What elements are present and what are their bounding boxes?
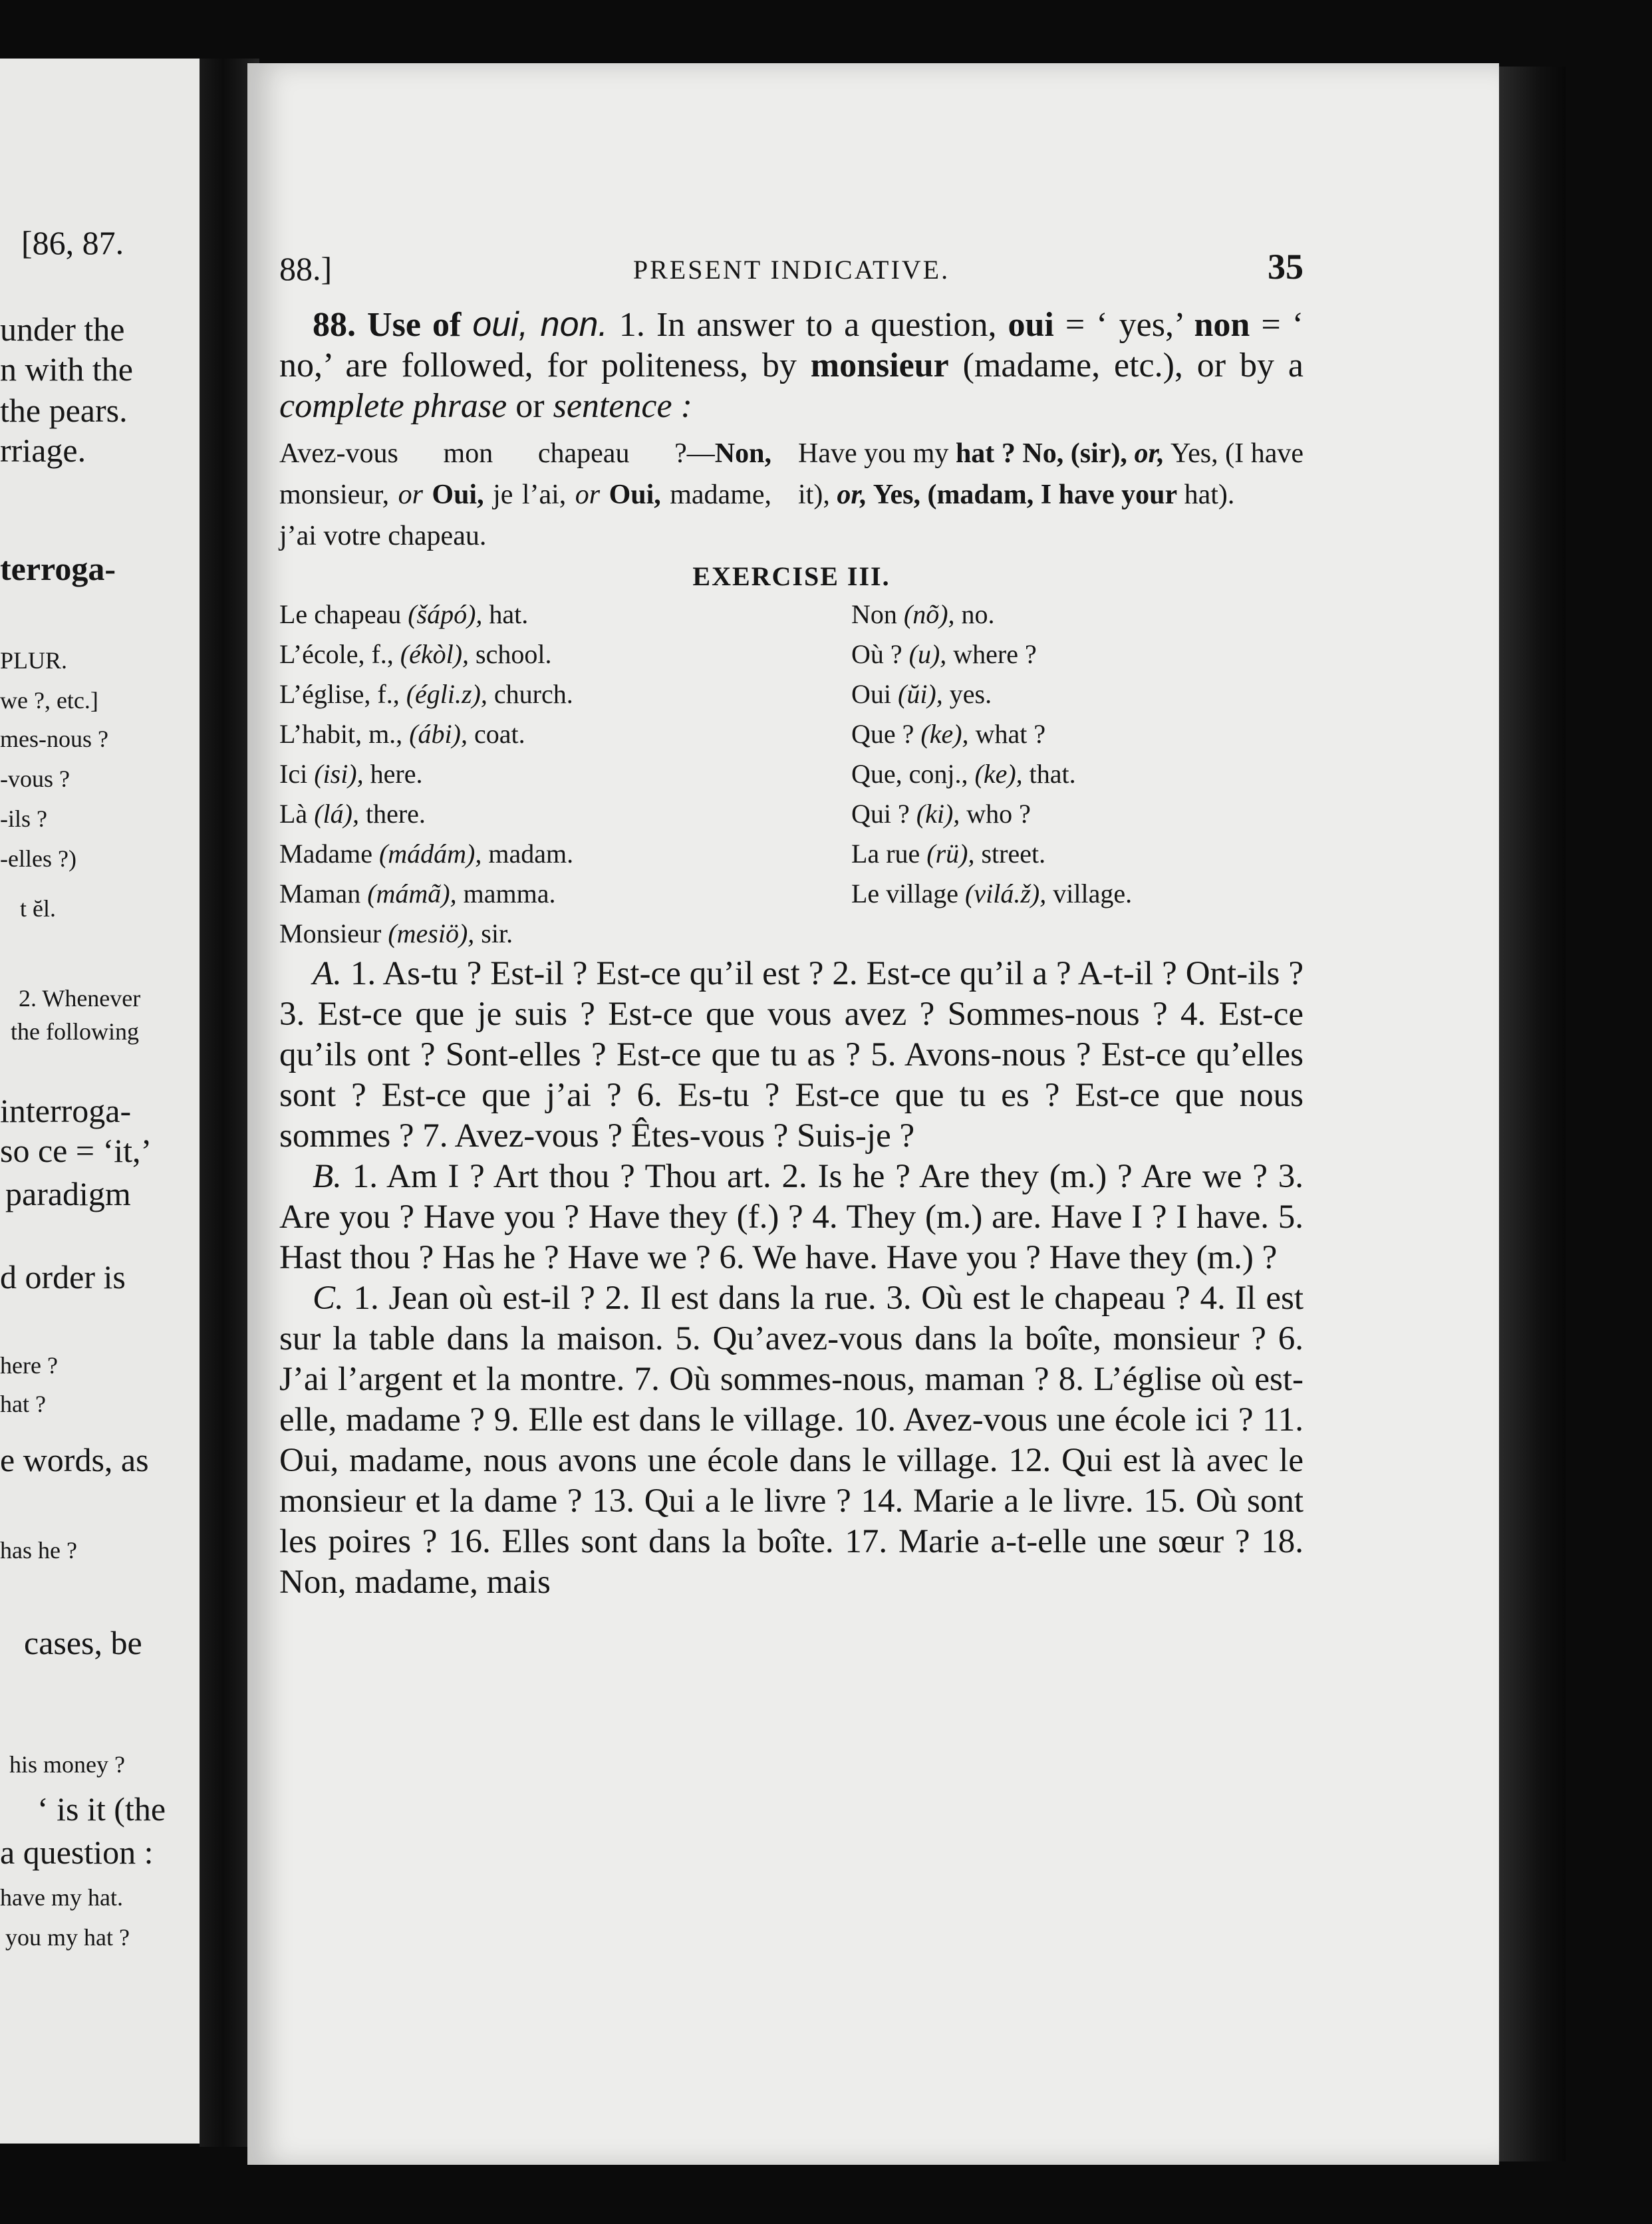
vocab-pronunciation: (égli.z), — [406, 679, 494, 709]
text-run: = ‘ no,’ are followed, for politeness, by — [279, 306, 1304, 384]
left-page-line: his money ? — [9, 1751, 125, 1778]
text-run: je l’ai, — [483, 480, 575, 510]
part-text: 1. Am I ? Art thou ? Thou art. 2. Is he ? Are they (m.) ? Are we ? 3. Are you ? Have you ? Have they (f.) ? 4. They (m.) are. Have I ? I have. 5. Hast thou ? Has he ? Have we ? 6. We have. Have you ? Have they (m.) ? — [279, 1158, 1304, 1276]
vocab-entry — [279, 794, 851, 834]
left-page-line: -vous ? — [0, 765, 70, 792]
vocab-pronunciation: (ŭi), — [898, 679, 950, 709]
vocab-gloss: church. — [493, 679, 573, 709]
text-run: or — [575, 480, 601, 510]
page-title: PRESENT INDICATIVE. — [632, 255, 950, 285]
vocab-entry — [279, 914, 851, 954]
text-run: hat ? — [955, 438, 1016, 469]
text-run: hat). — [1177, 480, 1235, 510]
example-block — [279, 433, 1304, 557]
vocab-entry — [279, 714, 851, 754]
vocab-entry — [851, 595, 1304, 634]
running-header — [279, 239, 1304, 286]
vocab-gloss: that. — [1029, 759, 1076, 789]
term-sentence: sentence : — [553, 387, 692, 425]
part-label: B. — [313, 1158, 342, 1195]
left-page-line: here ? — [0, 1352, 58, 1379]
section-ref: 88.] — [279, 250, 333, 287]
vocab-entry — [851, 674, 1304, 714]
text-run: madame, j’ai votre chapeau. — [279, 480, 771, 551]
text-run: your — [1121, 480, 1178, 510]
left-page-line: you my hat ? — [5, 1924, 130, 1951]
left-page-line: cases, be — [24, 1624, 142, 1661]
vocab-word: Non — [851, 599, 904, 629]
left-page-line: the pears. — [0, 392, 128, 429]
left-page-line: a question : — [0, 1834, 154, 1871]
vocab-word: La rue — [851, 839, 927, 869]
vocab-word: Ici — [279, 759, 315, 789]
text-run: monsieur, — [279, 480, 398, 510]
left-page-line: e words, as — [0, 1441, 149, 1478]
vocab-entry — [851, 794, 1304, 834]
left-page-line: under the — [0, 311, 125, 348]
vocab-gloss: street. — [981, 839, 1046, 869]
vocab-gloss: there. — [365, 799, 426, 829]
section-number: 88. — [313, 306, 356, 344]
text-run: Avez-vous mon chapeau ?— — [279, 438, 715, 469]
left-page-line: 2. Whenever — [19, 985, 141, 1012]
exercise-part-b — [279, 1157, 1304, 1278]
vocab-word: Monsieur — [279, 918, 388, 948]
vocab-pronunciation: (u), — [908, 639, 954, 669]
page-edge-shadow — [1499, 67, 1566, 2161]
vocabulary-column-right — [851, 595, 1304, 954]
left-page-line: paradigm — [5, 1175, 131, 1212]
left-page-line: n with the — [0, 350, 133, 388]
text-run: = ‘ yes,’ — [1053, 306, 1194, 344]
vocab-word: Qui ? — [851, 799, 916, 829]
vocab-pronunciation: (šápó), — [408, 599, 489, 629]
left-page-line: have my hat. — [0, 1884, 123, 1911]
vocab-pronunciation: (mámã), — [367, 879, 464, 908]
part-text: 1. As-tu ? Est-il ? Est-ce qu’il est ? 2. Est-ce qu’il a ? A-t-il ? Ont-ils ? 3. Est-ce que je suis ? Est-ce que vous avez ? Sommes-nous ? 4. Est-ce qu’ils ont ? Sont-elles ? Est-ce que tu as ? 5. Avons-nous ? Est-ce qu’elles sont ? Est-ce que j’ai ? 6. Es-tu ? Est-ce que tu es ? Est-ce que nous sommes ? 7. Avez-vous ? Êtes-vous ? Suis-je ? — [279, 955, 1304, 1155]
vocab-pronunciation: (ki), — [916, 799, 967, 829]
section-heading: Use of — [367, 306, 462, 344]
vocab-gloss: yes. — [949, 679, 992, 709]
vocab-pronunciation: (nõ), — [903, 599, 962, 629]
exercise-title: EXERCISE III. — [692, 561, 891, 591]
text-run: Oui, — [600, 480, 661, 510]
vocab-pronunciation: (mesiö), — [388, 918, 482, 948]
vocab-gloss: no. — [961, 599, 995, 629]
vocab-entry — [851, 874, 1304, 914]
vocab-entry — [279, 674, 851, 714]
term-complete-phrase: complete phrase — [279, 387, 507, 425]
exercise-part-c — [279, 1278, 1304, 1603]
vocab-gloss: here. — [370, 759, 423, 789]
part-text: 1. Jean où est-il ? 2. Il est dans la rue. 3. Où est le chapeau ? 4. Il est sur la table dans la maison. 5. Qu’avez-vous dans la boîte, monsieur ? 6. J’ai l’argent et la montre. 7. Où sommes-nous, maman ? 8. L’église où est-elle, madame ? 9. Elle est dans le village. 10. Avez-vous une école ici ? 11. Oui, madame, nous avons une école dans le village. 12. Qui est là avec le monsieur et la dame ? 13. Qui a le livre ? 14. Marie a le livre. 15. Où sont les poires ? 16. Elles sont dans la boîte. 17. Marie a-t-elle une sœur ? 18. Non, madame, mais — [279, 1280, 1304, 1601]
vocab-gloss: village. — [1053, 879, 1133, 908]
section-words: oui, non. — [472, 305, 608, 344]
left-page-line: rriage. — [0, 432, 86, 469]
left-page-line: -ils ? — [0, 805, 47, 832]
vocab-entry — [851, 754, 1304, 794]
vocab-pronunciation: (vilá.ž), — [965, 879, 1053, 908]
term-oui: oui — [1008, 306, 1054, 344]
vocabulary-list — [279, 595, 1304, 954]
vocab-gloss: sir. — [481, 918, 513, 948]
page-content — [279, 239, 1304, 1603]
vocab-word: Madame — [279, 839, 379, 869]
exercise-part-a — [279, 954, 1304, 1157]
left-page-line: we ?, etc.] — [0, 687, 98, 714]
part-label: A. — [313, 955, 342, 992]
vocab-gloss: school. — [476, 639, 552, 669]
left-page-line: [86, 87. — [21, 224, 124, 261]
vocab-gloss: where ? — [953, 639, 1037, 669]
left-page-line: mes-nous ? — [0, 726, 108, 752]
left-page-line: d order is — [0, 1258, 126, 1296]
vocab-word: L’école, f., — [279, 639, 400, 669]
vocab-pronunciation: (ékòl), — [400, 639, 476, 669]
vocab-word: Où ? — [851, 639, 909, 669]
vocab-entry — [279, 595, 851, 634]
vocab-entry — [279, 754, 851, 794]
left-page-line: terroga- — [0, 550, 116, 587]
section-88-paragraph — [279, 305, 1304, 426]
text-run: Yes, (madam, I have — [867, 480, 1122, 510]
text-run: Yes, (I have it), — [798, 438, 1304, 510]
text-run: 1. In answer to a question, — [607, 306, 1008, 344]
page-number: 35 — [1268, 247, 1304, 287]
vocab-entry — [279, 834, 851, 874]
vocab-entry — [279, 634, 851, 674]
left-page-line: so ce = ‘it,’ — [0, 1132, 152, 1169]
vocab-word: Le village — [851, 879, 966, 908]
vocab-entry — [851, 714, 1304, 754]
term-non: non — [1194, 306, 1250, 344]
vocab-gloss: madam. — [488, 839, 574, 869]
vocab-word: Maman — [279, 879, 368, 908]
vocab-gloss: hat. — [489, 599, 529, 629]
text-run: Non, — [714, 438, 771, 469]
text-run: Have you my — [798, 438, 956, 469]
left-page-line: interroga- — [0, 1092, 132, 1129]
vocab-gloss: coat. — [474, 719, 525, 749]
vocab-pronunciation: (ábi), — [409, 719, 474, 749]
vocab-pronunciation: (ke), — [920, 719, 976, 749]
vocab-pronunciation: (mádám), — [378, 839, 489, 869]
term-monsieur: monsieur — [810, 347, 949, 384]
left-page-line: ‘ is it (the — [37, 1790, 166, 1828]
text-run: or, — [837, 480, 867, 510]
left-page-line: hat ? — [0, 1391, 46, 1417]
vocab-word: L’église, f., — [279, 679, 406, 709]
vocab-gloss: who ? — [966, 799, 1031, 829]
vocab-word: Là — [279, 799, 315, 829]
text-run: or — [398, 480, 423, 510]
example-english — [798, 433, 1304, 557]
vocab-word: Le chapeau — [279, 599, 408, 629]
example-french — [279, 433, 771, 557]
left-page-line: has he ? — [0, 1537, 77, 1564]
text-run: (madame, etc.), or by a — [948, 347, 1304, 384]
vocab-entry — [851, 834, 1304, 874]
text-run: or, — [1134, 438, 1165, 469]
text-run: or — [507, 387, 553, 425]
exercise-body — [279, 954, 1304, 1603]
vocab-word: L’habit, m., — [279, 719, 410, 749]
text-run: No, (sir), — [1015, 438, 1135, 469]
left-page-line: PLUR. — [0, 647, 68, 674]
vocab-pronunciation: (rü), — [926, 839, 982, 869]
vocab-word: Oui — [851, 679, 898, 709]
vocab-pronunciation: (lá), — [314, 799, 366, 829]
vocab-pronunciation: (isi), — [314, 759, 370, 789]
part-label: C. — [313, 1280, 344, 1317]
vocab-word: Que ? — [851, 719, 921, 749]
vocab-entry — [851, 634, 1304, 674]
vocabulary-column-left — [279, 595, 851, 954]
vocab-gloss: mamma. — [463, 879, 556, 908]
left-page-line: -elles ?) — [0, 845, 76, 872]
text-run: Oui, — [422, 480, 484, 510]
left-page-line: t ĕl. — [20, 895, 56, 922]
vocab-gloss: what ? — [975, 719, 1046, 749]
vocab-word: Que, conj., — [851, 759, 975, 789]
vocab-pronunciation: (ke), — [974, 759, 1030, 789]
left-page-line: the following — [11, 1018, 139, 1045]
vocab-entry — [279, 874, 851, 914]
